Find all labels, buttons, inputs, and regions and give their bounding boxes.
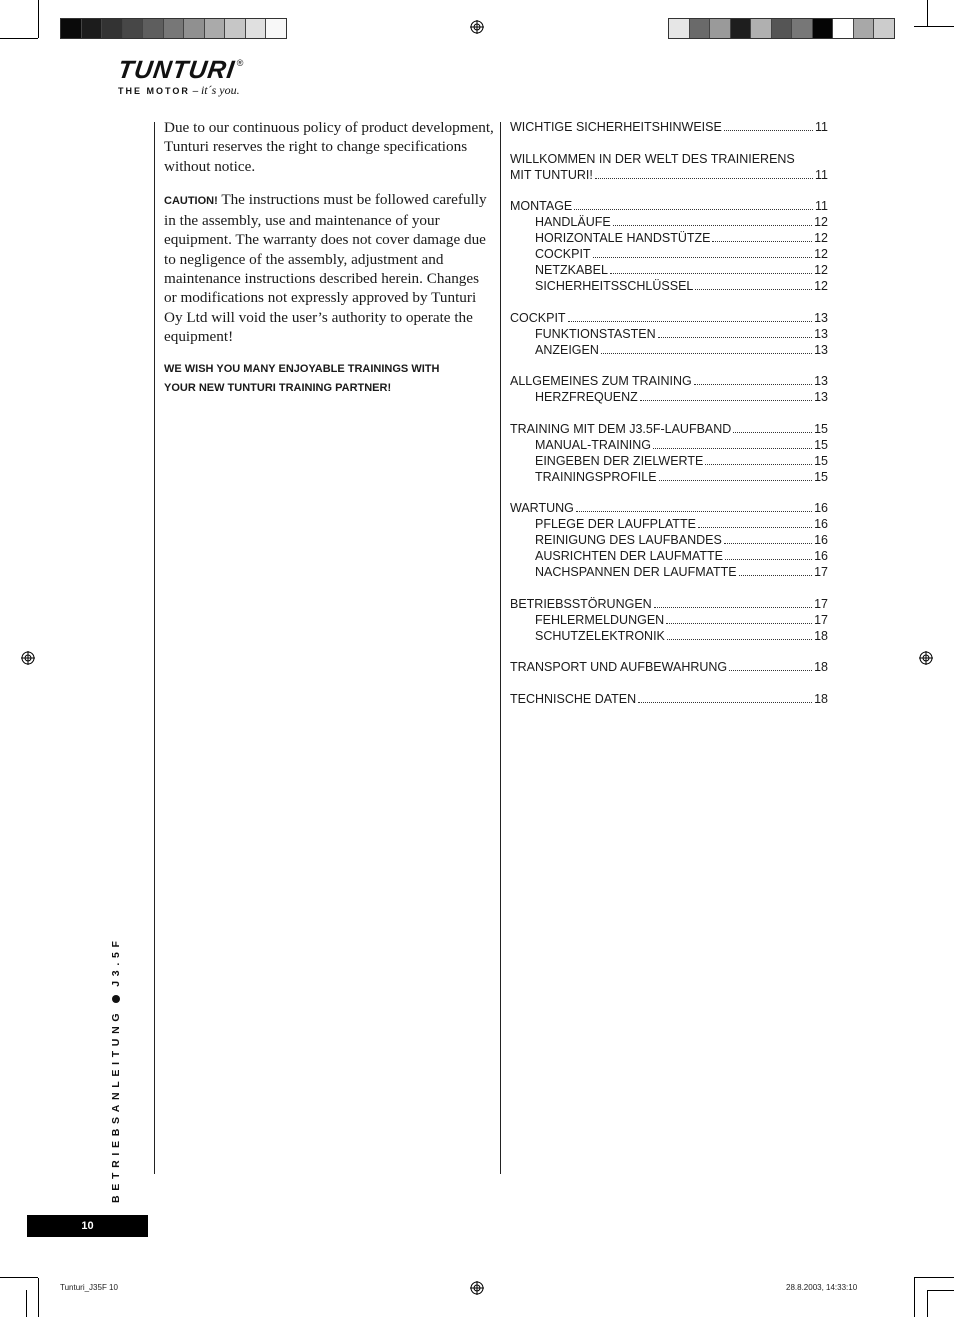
toc-subentry: SCHUTZELEKTRONIK 18 <box>535 628 828 643</box>
toc-entry: TRANSPORT UND AUFBEWAHRUNG 18 <box>510 660 828 674</box>
toc-subentry: SICHERHEITSSCHLÜSSEL 12 <box>535 279 828 293</box>
toc-subentry: FUNKTIONSTASTEN 13 <box>535 326 828 341</box>
tagline-its-you: it´s you. <box>200 83 240 97</box>
toc-subentry: TRAININGSPROFILE 15 <box>535 469 828 484</box>
toc-entry: TRAINING MIT DEM J3.5F-LAUFBAND 15 <box>510 421 828 436</box>
toc-subentry: ANZEIGEN 13 <box>535 342 828 357</box>
toc-entry: ALLGEMEINES ZUM TRAINING 13 <box>510 374 828 388</box>
toc-subentry: REINIGUNG DES LAUFBANDES 16 <box>535 533 828 547</box>
registration-target-icon <box>470 20 484 34</box>
crop-mark-br-h <box>914 1277 954 1278</box>
logo-tagline <box>118 84 243 98</box>
registration-target-icon <box>21 651 35 665</box>
notice-column <box>164 118 494 398</box>
toc-subentry: FEHLERMELDUNGEN 17 <box>535 612 828 627</box>
toc-subentry: NACHSPANNEN DER LAUFMATTE 17 <box>535 565 828 579</box>
crop-mark-br-v2 <box>927 1290 928 1317</box>
footer-file-info: Tunturi_J35F 10 <box>60 1283 118 1292</box>
toc-subentry: HORIZONTALE HANDSTÜTZE 12 <box>535 231 828 245</box>
side-title-manual: BETRIEBSANLEITUNG <box>110 1008 122 1203</box>
toc-subentry: PFLEGE DER LAUFPLATTE 16 <box>535 517 828 531</box>
registered-mark: ® <box>236 58 244 68</box>
policy-notice: Due to our continuous policy of product development, Tunturi reserves the right to change specifications without notice. <box>164 119 494 175</box>
crop-mark-bl-v2 <box>26 1290 27 1317</box>
crop-mark-bl-v <box>38 1278 39 1317</box>
toc-subentry: EINGEBEN DER ZIELWERTE 15 <box>535 453 828 468</box>
toc-entry: COCKPIT 13 <box>510 310 828 325</box>
logo-wordmark: TUNTURI <box>116 56 237 84</box>
wish-line-1: WE WISH YOU MANY ENJOYABLE TRAININGS WITH <box>164 363 440 376</box>
caution-text: The instructions must be followed carefully in the assembly, use and maintenance of your equipment. The warranty does not cover damage due to negligence of the assembly, adjustment and maintenance instructions described herein. Changes or modifications not expressly approved by Tunturi Oy Ltd will void the user’s authority to operate the equipment! <box>164 190 487 345</box>
bullet-dot-icon <box>112 995 120 1003</box>
toc-entry-line: WILLKOMMEN IN DER WELT DES TRAINIERENS <box>510 151 795 166</box>
toc-entry: MONTAGE 11 <box>510 199 828 213</box>
caution-paragraph <box>164 190 494 346</box>
toc-entry: WARTUNG 16 <box>510 501 828 515</box>
grey-scale-bar-right <box>668 18 895 39</box>
wish-message <box>164 360 494 398</box>
toc-subentry: MANUAL-TRAINING 15 <box>535 437 828 452</box>
footer-datetime: 28.8.2003, 14:33:10 <box>786 1283 858 1292</box>
crop-mark-tl-h <box>0 38 38 39</box>
registration-target-icon <box>470 1281 484 1295</box>
crop-mark-br-v <box>914 1277 915 1317</box>
page-number: 10 <box>27 1215 148 1237</box>
crop-mark-bl-h <box>0 1277 38 1278</box>
tunturi-logo <box>118 58 243 98</box>
tagline-dash: – <box>192 86 199 97</box>
column-rule-middle <box>500 122 501 1174</box>
column-rule-left <box>154 122 155 1174</box>
toc-subentry: HERZFREQUENZ 13 <box>535 390 828 404</box>
wish-line-2: YOUR NEW TUNTURI TRAINING PARTNER! <box>164 382 392 395</box>
crop-mark-br-h2 <box>927 1290 954 1291</box>
registration-target-icon <box>919 651 933 665</box>
tagline-motor: THE MOTOR <box>118 86 190 96</box>
grey-scale-bar-left <box>60 18 287 39</box>
toc-subentry: HANDLÄUFE 12 <box>535 215 828 229</box>
toc-entry: TECHNISCHE DATEN 18 <box>510 691 828 706</box>
side-title-model: J3.5F <box>110 936 122 987</box>
table-of-contents <box>510 119 828 707</box>
crop-mark-tr-h <box>914 26 954 27</box>
toc-entry: MIT TUNTURI! 11 <box>510 167 828 182</box>
toc-subentry: COCKPIT 12 <box>535 247 828 261</box>
toc-subentry: AUSRICHTEN DER LAUFMATTE 16 <box>535 549 828 563</box>
crop-mark-tl-v <box>38 0 39 38</box>
toc-entry: WICHTIGE SICHERHEITSHINWEISE 11 <box>510 120 828 134</box>
caution-label: CAUTION! <box>164 194 218 207</box>
side-title <box>110 936 122 1203</box>
crop-mark-tr-v <box>927 0 928 26</box>
toc-subentry: NETZKABEL 12 <box>535 263 828 277</box>
toc-entry: BETRIEBSSTÖRUNGEN 17 <box>510 596 828 611</box>
